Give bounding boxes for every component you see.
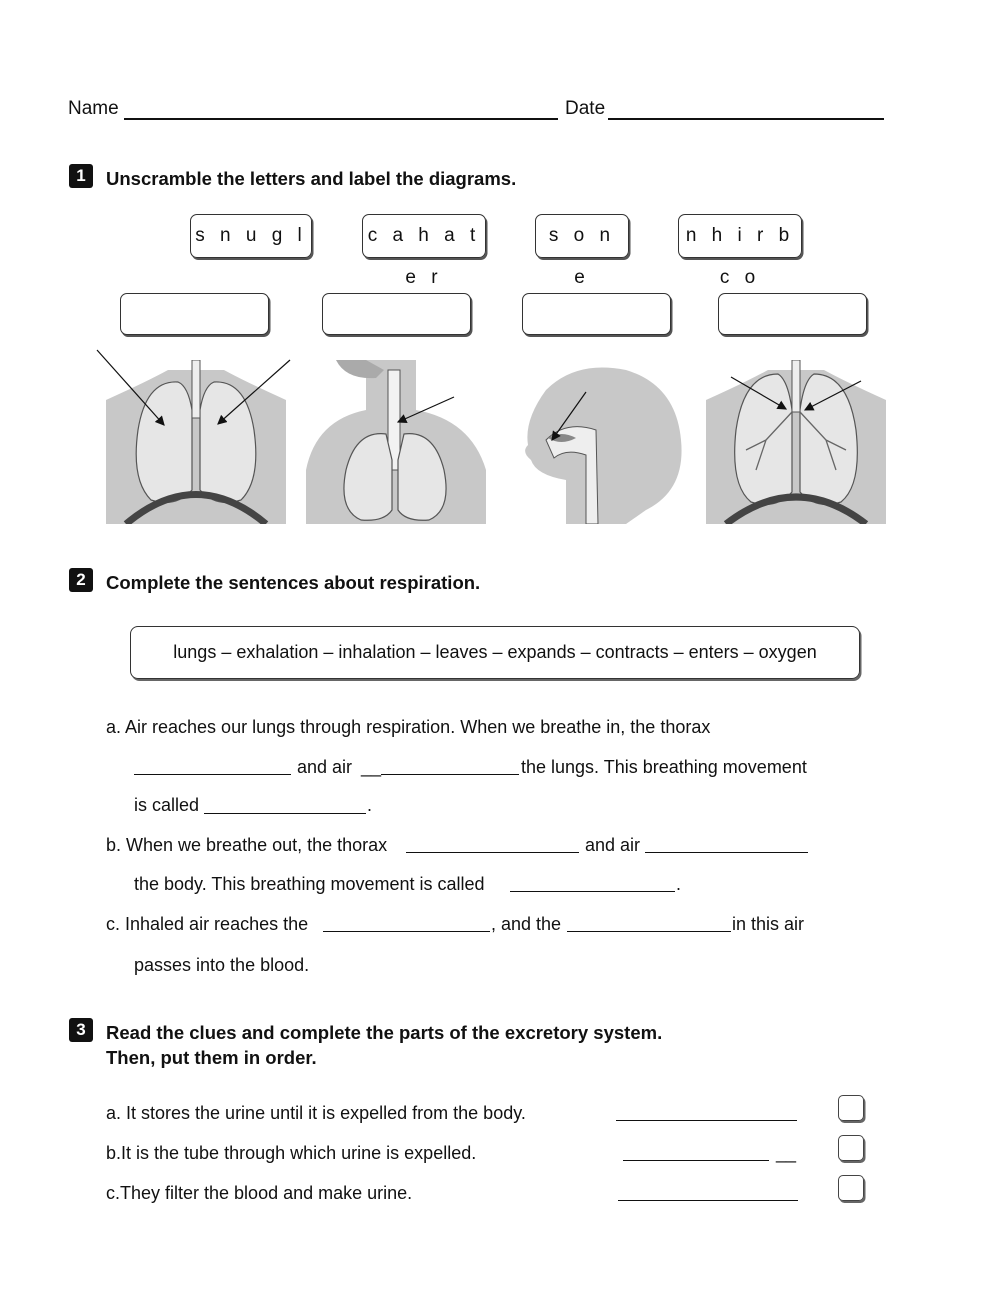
exercise-2-number: 2 [69, 568, 93, 592]
clue-c: c.They filter the blood and make urine. [106, 1183, 413, 1203]
exercise-3-title-line2: Then, put them in order. [106, 1047, 317, 1068]
answer-box-4[interactable] [718, 293, 867, 335]
clue-c-answer[interactable] [618, 1200, 798, 1201]
blank-b2[interactable] [645, 852, 808, 853]
order-box-c[interactable] [838, 1175, 864, 1201]
clue-a: a. It stores the urine until it is expelled from the body. [106, 1103, 526, 1123]
sentence-a-period: . [367, 795, 373, 815]
sentence-a-line2b: the lungs. This breathing movement [521, 757, 807, 777]
sentence-a-dash: __ [361, 757, 382, 777]
sentence-b-line2: the body. This breathing movement is called [134, 874, 485, 894]
order-box-b[interactable] [838, 1135, 864, 1161]
scrambled-word-1: s n u g l [190, 214, 312, 258]
blank-a2[interactable] [381, 774, 519, 775]
blank-a3[interactable] [204, 813, 366, 814]
scrambled-word-4: n h i r b c o [678, 214, 802, 258]
diagram-arrows [0, 340, 1000, 460]
name-label: Name [68, 98, 119, 119]
sentence-c-line2: passes into the blood. [134, 955, 310, 975]
blank-c2[interactable] [567, 931, 731, 932]
date-field[interactable] [608, 118, 884, 120]
word-bank: lungs – exhalation – inhalation – leaves – expands – contracts – enters – oxygen [130, 626, 860, 679]
exercise-2-title: Complete the sentences about respiration. [106, 572, 481, 593]
clue-b: b.It is the tube through which urine is expelled. [106, 1143, 477, 1163]
blank-a1[interactable] [134, 774, 291, 775]
sentence-c-line1b: , and the [491, 914, 562, 934]
sentence-b-period: . [676, 874, 682, 894]
date-label: Date [565, 98, 606, 119]
blank-c1[interactable] [323, 931, 490, 932]
clue-b-answer[interactable] [623, 1160, 769, 1161]
sentence-c-line1c: in this air [732, 914, 805, 934]
sentence-a-line2a: and air [297, 757, 353, 777]
sentence-a-line1: a. Air reaches our lungs through respiration. When we breathe in, the thorax [106, 717, 711, 737]
sentence-c-line1a: c. Inhaled air reaches the [106, 914, 309, 934]
blank-b1[interactable] [406, 852, 579, 853]
sentence-b-line1a: b. When we breathe out, the thorax [106, 835, 388, 855]
clue-b-dash: __ [776, 1143, 797, 1163]
exercise-3-number: 3 [69, 1018, 93, 1042]
answer-box-2[interactable] [322, 293, 471, 335]
sentence-b-line1b: and air [585, 835, 641, 855]
scrambled-word-3: s o n e [535, 214, 629, 258]
blank-b3[interactable] [510, 891, 675, 892]
sentence-a-line3: is called [134, 795, 200, 815]
exercise-1-title: Unscramble the letters and label the diagrams. [106, 168, 517, 189]
clue-a-answer[interactable] [616, 1120, 797, 1121]
answer-box-1[interactable] [120, 293, 269, 335]
name-field[interactable] [124, 118, 558, 120]
scrambled-word-2: c a h a t e r [362, 214, 486, 258]
answer-box-3[interactable] [522, 293, 671, 335]
exercise-1-number: 1 [69, 164, 93, 188]
exercise-3-title-line1: Read the clues and complete the parts of the excretory system. [106, 1022, 663, 1043]
order-box-a[interactable] [838, 1095, 864, 1121]
